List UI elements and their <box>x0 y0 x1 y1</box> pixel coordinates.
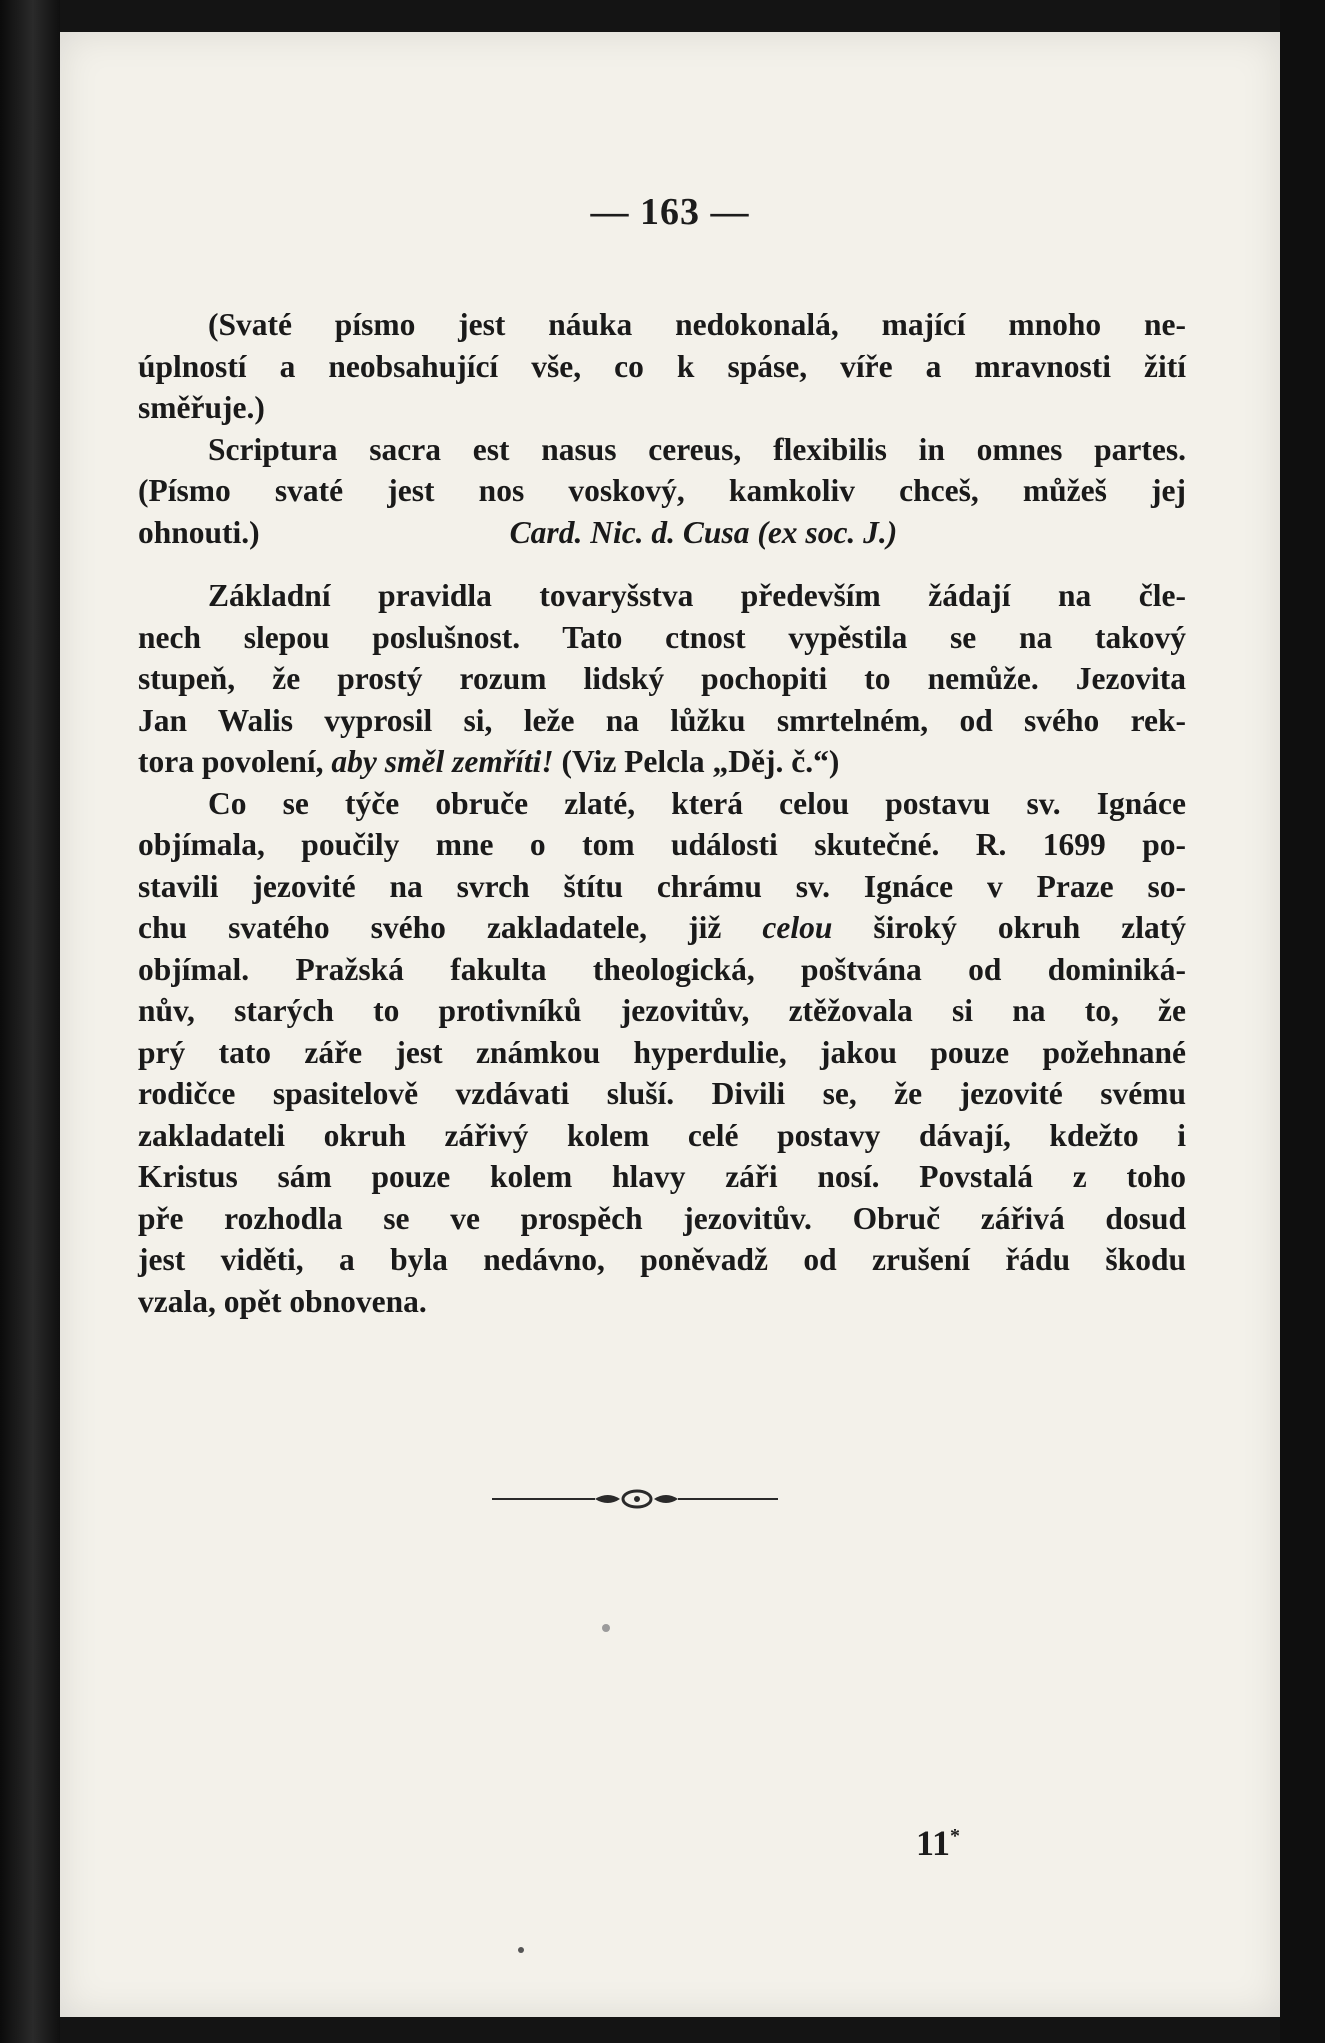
ornamental-divider-icon <box>490 1482 780 1516</box>
scan-border-right <box>1280 0 1325 2043</box>
p3-line-3: stupeň, že prostý rozum lidský pochopiti to nemůže. Jezovita <box>138 661 1186 696</box>
p3-line-5c: (Viz Pelcla „Děj. č.“) <box>553 744 840 779</box>
signature-mark: * <box>950 1825 961 1847</box>
p4-line-8: rodičce spasitelově vzdávati sluší. Divili se, že jezovité svému <box>138 1076 1186 1111</box>
scan-border-left <box>0 0 60 2043</box>
scan-speck <box>602 1624 610 1632</box>
p3-line-4: Jan Walis vyprosil si, leže na lůžku smrtelném, od svého rek- <box>138 702 1186 738</box>
p2-line-2: (Písmo svaté jest nos voskový, kamkoliv chceš, můžeš jej <box>138 473 1186 508</box>
book-page <box>60 32 1280 2017</box>
p1-line-2: úplností a neobsahující vše, co k spáse, víře a mravnosti žití <box>138 348 1186 384</box>
p4-line-2: objímala, poučily mne o tom události skutečné. R. 1699 po- <box>138 827 1186 862</box>
p4-line-6: nův, starých to protivníků jezovitův, ztěžovala si na to, že <box>138 993 1186 1028</box>
paragraph-gap <box>138 553 1186 575</box>
page-number: — 163 — <box>590 191 750 233</box>
p4-line-5: objímal. Pražská fakulta theologická, poštvána od dominiká- <box>138 951 1186 987</box>
p3-line-1: Základní pravidla tovaryšstva především žádají na čle- <box>208 578 1186 613</box>
p1-line-1: (Svaté písmo jest náuka nedokonalá, mající mnoho ne- <box>208 307 1186 342</box>
p2-line-3-text: ohnouti.) <box>138 514 260 550</box>
p2-line-3 <box>138 512 1186 554</box>
p3-line-5 <box>138 741 1186 783</box>
p3-line-2: nech slepou poslušnost. Tato ctnost vypěstila se na takový <box>138 619 1186 655</box>
p4-line-13: vzala, opět obnovena. <box>138 1283 427 1319</box>
p4-line-11: pře rozhodla se ve prospěch jezovitův. Obruč zářivá dosud <box>138 1200 1186 1236</box>
p4-line-12: jest viděti, a byla nedávno, poněvadž od zrušení řádu škodu <box>138 1242 1186 1277</box>
p4-line-10: Kristus sám pouze kolem hlavy záři nosí. Povstalá z toho <box>138 1159 1186 1194</box>
printer-signature <box>916 1822 960 1864</box>
p1-line-3: směřuje.) <box>138 390 265 425</box>
p4-line-4a: chu svatého svého zakladatele, již <box>138 910 763 945</box>
p4-line-1: Co se týče obruče zlaté, která celou postavu sv. Ignáce <box>208 785 1186 821</box>
p4-line-7: prý tato záře jest známkou hyperdulie, jakou pouze požehnané <box>138 1034 1186 1070</box>
p3-line-5-italic: aby směl zemříti! <box>331 744 554 779</box>
page-text <box>138 304 1186 1322</box>
scan-speck <box>518 1947 524 1953</box>
p3-line-5a: tora povolení, <box>138 744 332 779</box>
p2-line-1: Scriptura sacra est nasus cereus, flexibilis in omnes partes. <box>208 431 1186 467</box>
p4-line-3: stavili jezovité na svrch štítu chrámu sv. Ignáce v Praze so- <box>138 868 1186 904</box>
signature-number: 11 <box>916 1823 951 1863</box>
p4-line-4c: široký okruh zlatý <box>832 910 1186 945</box>
p4-line-9: zakladateli okruh zářivý kolem celé postavy dávají, kdežto i <box>138 1117 1186 1153</box>
p4-line-4 <box>138 907 1186 949</box>
p4-line-4-italic: celou <box>762 910 833 945</box>
citation: Card. Nic. d. Cusa (ex soc. J.) <box>509 514 898 550</box>
